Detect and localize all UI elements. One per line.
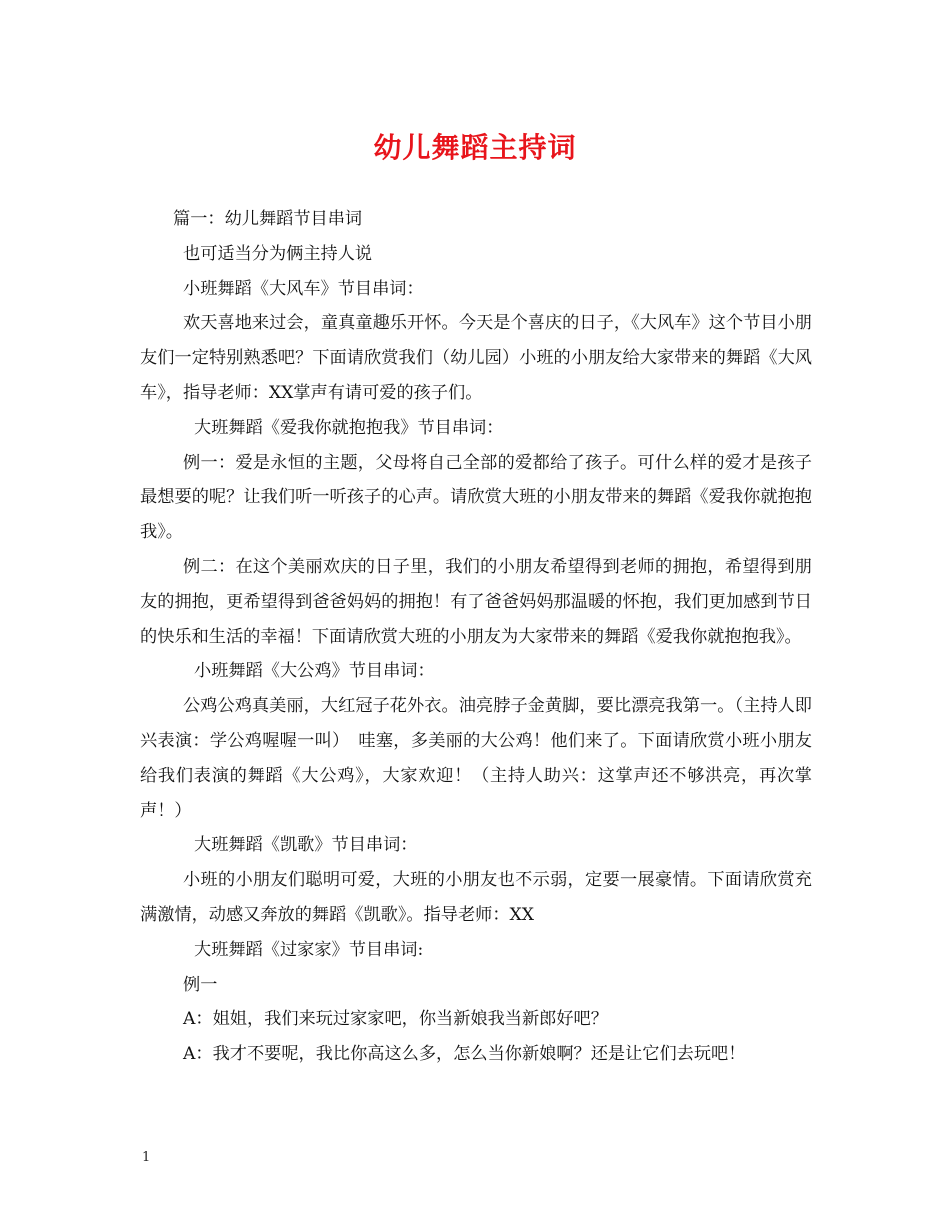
paragraph: 篇一：幼儿舞蹈节目串词 xyxy=(173,209,363,229)
page-title: 幼儿舞蹈主持词 xyxy=(373,131,577,164)
paragraph: 也可适当分为俩主持人说 xyxy=(183,243,373,264)
paragraph: 公鸡公鸡真美丽，大红冠子花外衣。油亮脖子金黄脚，要比漂亮我第一。（主持人即兴表演：学公鸡喔喔一叫） 哇塞，多美丽的大公鸡！他们来了。下面请欣赏小班小朋友给我们表演的舞蹈《大公鸡》，大家欢迎！（主持人助兴：这掌声还不够洪亮，再次掌声！） xyxy=(140,696,812,821)
paragraph: A：我才不要呢，我比你高这么多，怎么当你新娘啊？还是让它们去玩吧！ xyxy=(183,1044,746,1065)
paragraph: 例二：在这个美丽欢庆的日子里，我们的小朋友希望得到老师的拥抱，希望得到朋友的拥抱，更希望得到爸爸妈妈的拥抱！有了爸爸妈妈那温暖的怀抱，我们更加感到节日的快乐和生活的幸福！下面请欣赏大班的小朋友为大家带来的舞蹈《爱我你就抱抱我》。 xyxy=(140,556,812,647)
paragraph: 小班舞蹈《大风车》节目串词： xyxy=(183,278,424,299)
paragraph: 小班的小朋友们聪明可爱，大班的小朋友也不示弱，定要一展豪情。下面请欣赏充满激情，动感又奔放的舞蹈《凯歌》。指导老师：XX xyxy=(140,870,812,925)
document-body xyxy=(140,202,812,1072)
page-number: 1 xyxy=(142,1150,151,1165)
paragraph: 大班舞蹈《爱我你就抱抱我》节目串词： xyxy=(194,417,504,438)
paragraph: 欢天喜地来过会，童真童趣乐开怀。今天是个喜庆的日子，《大风车》这个节目小朋友们一定特别熟悉吧？下面请欣赏我们（幼儿园）小班的小朋友给大家带来的舞蹈《大风车》，指导老师：XX掌声有请可爱的孩子们。 xyxy=(140,313,812,403)
paragraph: A：姐姐，我们来玩过家家吧，你当新娘我当新郎好吧？ xyxy=(183,1009,608,1030)
paragraph: 例一 xyxy=(183,974,218,995)
paragraph: 大班舞蹈《凯歌》节目串词： xyxy=(194,835,418,856)
paragraph: 小班舞蹈《大公鸡》节目串词： xyxy=(194,661,435,682)
paragraph: 大班舞蹈《过家家》节目串词: xyxy=(194,939,424,960)
paragraph: 例一：爱是永恒的主题，父母将自己全部的爱都给了孩子。可什么样的爱才是孩子最想要的呢？让我们听一听孩子的心声。请欣赏大班的小朋友带来的舞蹈《爱我你就抱抱我》。 xyxy=(140,452,812,543)
